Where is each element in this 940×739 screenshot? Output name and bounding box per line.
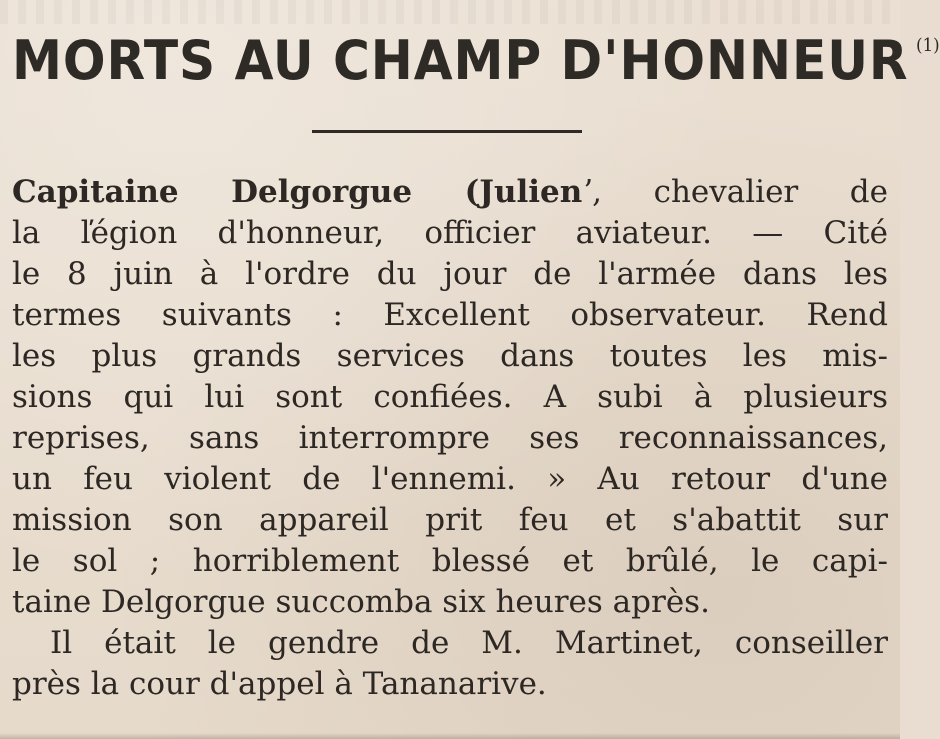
article-text: termes suivants : Excellent observateur. Rend (12, 297, 888, 333)
article-line (12, 418, 888, 459)
article-text: ʼ, chevalier de (582, 174, 888, 210)
article-text: sions qui lui sont confiées. A subi à plusieurs (12, 379, 888, 415)
article-line (12, 377, 888, 418)
article-text: les plus grands services dans toutes les mis- (12, 338, 888, 374)
article-line (12, 336, 888, 377)
bleed-through-text (0, 0, 900, 24)
article-text: le sol ; horriblement blessé et brûlé, le capi- (12, 543, 888, 579)
article-text: mission son appareil prit feu et s'abattit sur (12, 502, 888, 538)
headline-rule (312, 130, 582, 133)
article-bold-text: Capitaine Delgorgue (Julien (12, 174, 583, 210)
article-line (12, 172, 888, 213)
article-line (12, 541, 888, 582)
headline-text: MORTS AU CHAMP D'HONNEUR (12, 29, 909, 92)
paper-edge-shadow (0, 733, 900, 739)
article-line (12, 623, 888, 664)
article-text: la ľégion d'honneur, officier aviateur. — Cité (12, 215, 888, 251)
article-text: Il était le gendre de M. Martinet, conseiller (50, 625, 888, 661)
article-text: reprises, sans interrompre ses reconnaissances, (12, 420, 888, 456)
footnote-marker: (1) (915, 35, 940, 56)
article-line (12, 582, 888, 623)
article-line (12, 500, 888, 541)
article-line (12, 664, 888, 705)
article-body (12, 172, 888, 705)
article-text: un feu violent de l'ennemi. » Au retour d'une (12, 461, 888, 497)
article-text: taine Delgorgue succomba six heures après. (12, 584, 710, 620)
article-text: le 8 juin à l'ordre du jour de l'armée dans les (12, 256, 888, 292)
headline (12, 29, 940, 92)
article-line (12, 213, 888, 254)
article-line (12, 459, 888, 500)
article-line (12, 295, 888, 336)
article-line (12, 254, 888, 295)
article-text: près la cour d'appel à Tananarive. (12, 666, 547, 702)
